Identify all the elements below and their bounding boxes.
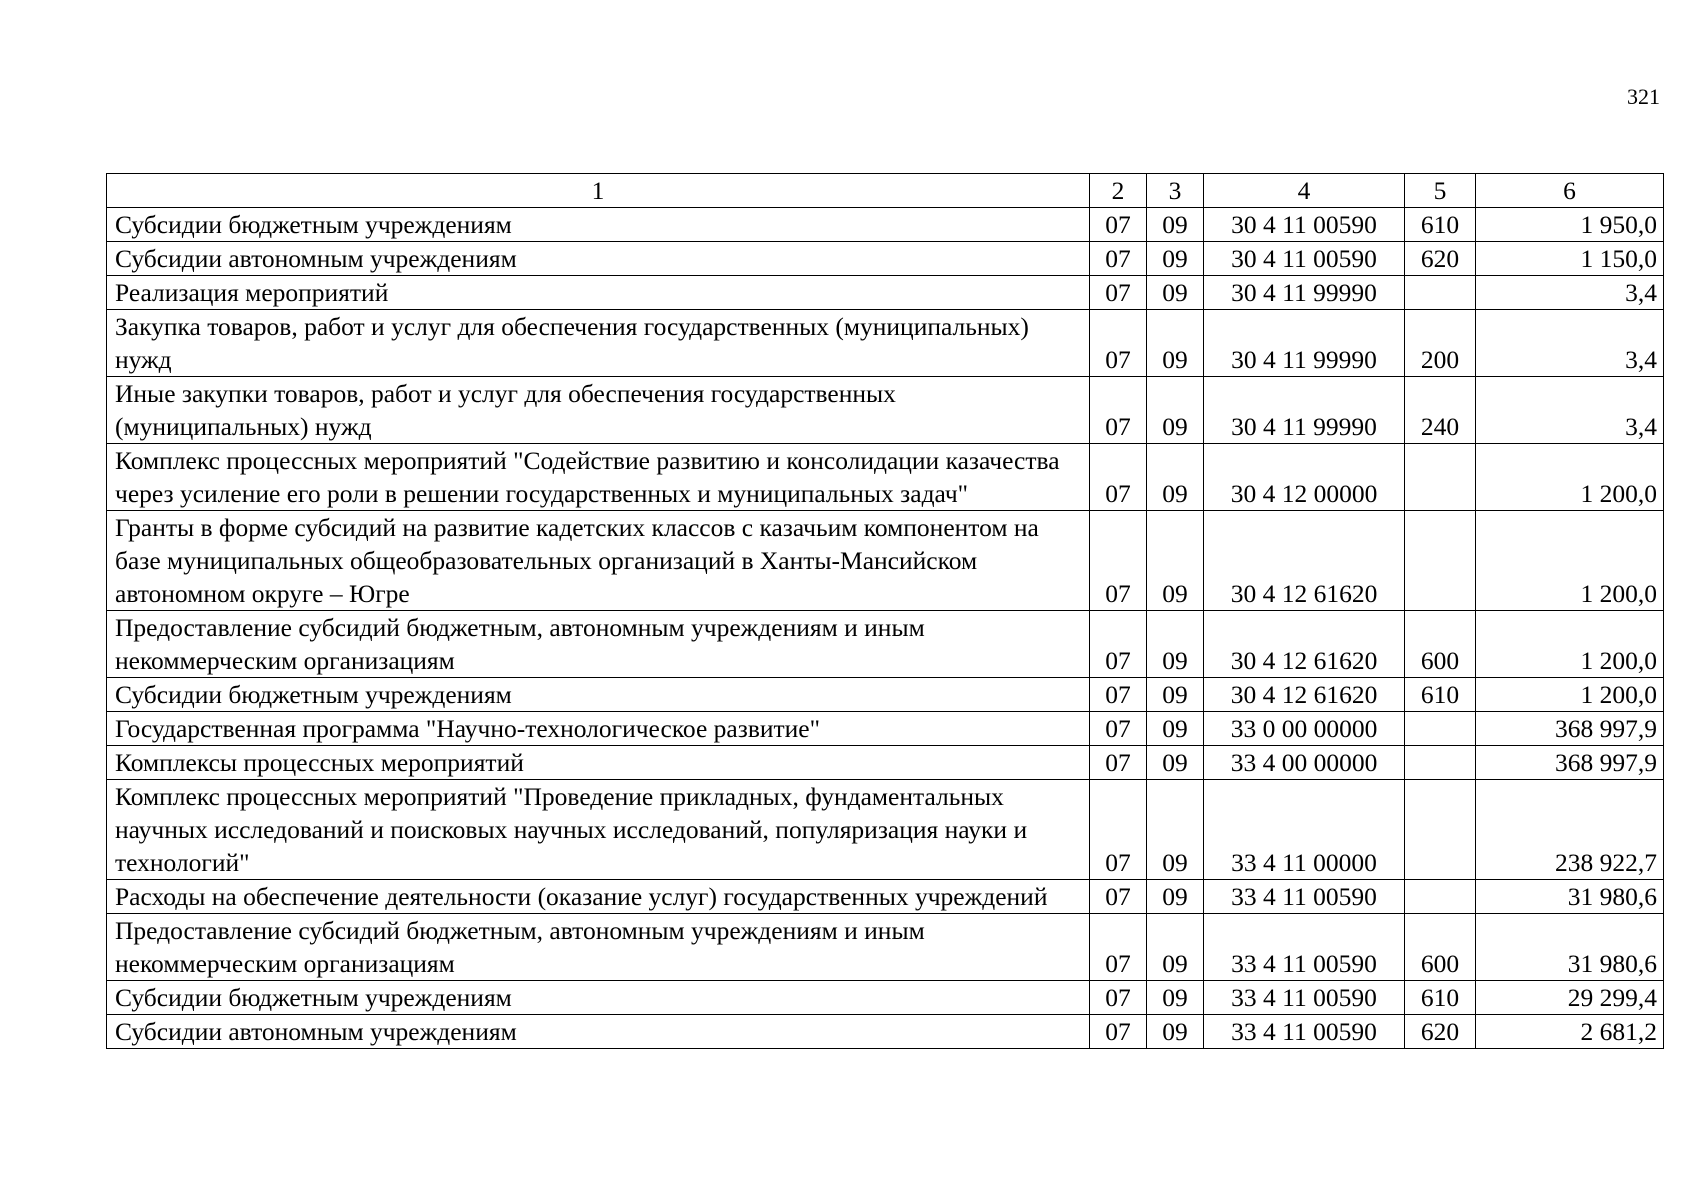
table-row <box>107 242 1664 276</box>
amount-cell: 1 200,0 <box>1476 511 1664 611</box>
amount-cell: 31 980,6 <box>1476 880 1664 914</box>
target-article-cell: 33 0 00 00000 <box>1204 712 1405 746</box>
expense-type-cell: 610 <box>1405 678 1476 712</box>
table-row <box>107 208 1664 242</box>
target-article-cell: 33 4 11 00590 <box>1204 1015 1405 1049</box>
target-article-cell: 30 4 12 61620 <box>1204 678 1405 712</box>
subsection-code-cell: 09 <box>1147 276 1204 310</box>
expense-type-cell: 610 <box>1405 981 1476 1015</box>
amount-cell: 3,4 <box>1476 310 1664 377</box>
amount-cell: 368 997,9 <box>1476 712 1664 746</box>
subsection-code-cell: 09 <box>1147 242 1204 276</box>
section-code-cell: 07 <box>1090 746 1147 780</box>
item-name-cell: Реализация мероприятий <box>107 276 1090 310</box>
amount-cell: 1 150,0 <box>1476 242 1664 276</box>
expense-type-cell: 240 <box>1405 377 1476 444</box>
item-name-cell: Субсидии автономным учреждениям <box>107 242 1090 276</box>
target-article-cell: 30 4 12 00000 <box>1204 444 1405 511</box>
expense-type-cell: 610 <box>1405 208 1476 242</box>
item-name-cell: Гранты в форме субсидий на развитие кадетских классов с казачьим компонентом на базе муниципальных общеобразовательных организаций в Ханты-Мансийском автономном округе – Югре <box>107 511 1090 611</box>
subsection-code-cell: 09 <box>1147 611 1204 678</box>
section-code-cell: 07 <box>1090 444 1147 511</box>
header-cell: 4 <box>1204 174 1405 208</box>
target-article-cell: 33 4 11 00590 <box>1204 914 1405 981</box>
item-name-cell: Комплексы процессных мероприятий <box>107 746 1090 780</box>
subsection-code-cell: 09 <box>1147 712 1204 746</box>
section-code-cell: 07 <box>1090 511 1147 611</box>
amount-cell: 3,4 <box>1476 377 1664 444</box>
table-row <box>107 712 1664 746</box>
target-article-cell: 30 4 11 00590 <box>1204 208 1405 242</box>
expense-type-cell: 600 <box>1405 611 1476 678</box>
table-row <box>107 981 1664 1015</box>
header-cell: 1 <box>107 174 1090 208</box>
target-article-cell: 30 4 11 00590 <box>1204 242 1405 276</box>
item-name-cell: Государственная программа "Научно-технологическое развитие" <box>107 712 1090 746</box>
amount-cell: 1 200,0 <box>1476 444 1664 511</box>
section-code-cell: 07 <box>1090 981 1147 1015</box>
target-article-cell: 30 4 11 99990 <box>1204 276 1405 310</box>
section-code-cell: 07 <box>1090 780 1147 880</box>
expense-type-cell <box>1405 712 1476 746</box>
header-cell: 2 <box>1090 174 1147 208</box>
table-row <box>107 310 1664 377</box>
target-article-cell: 30 4 12 61620 <box>1204 611 1405 678</box>
target-article-cell: 33 4 11 00590 <box>1204 981 1405 1015</box>
item-name-cell: Субсидии бюджетным учреждениям <box>107 981 1090 1015</box>
header-cell: 5 <box>1405 174 1476 208</box>
expense-type-cell <box>1405 880 1476 914</box>
amount-cell: 1 200,0 <box>1476 611 1664 678</box>
target-article-cell: 33 4 00 00000 <box>1204 746 1405 780</box>
target-article-cell: 33 4 11 00590 <box>1204 880 1405 914</box>
section-code-cell: 07 <box>1090 678 1147 712</box>
table-body <box>107 208 1664 1049</box>
header-cell: 6 <box>1476 174 1664 208</box>
table-row <box>107 1015 1664 1049</box>
expense-type-cell: 620 <box>1405 1015 1476 1049</box>
amount-cell: 3,4 <box>1476 276 1664 310</box>
header-row <box>107 174 1664 208</box>
section-code-cell: 07 <box>1090 242 1147 276</box>
amount-cell: 31 980,6 <box>1476 914 1664 981</box>
item-name-cell: Закупка товаров, работ и услуг для обеспечения государственных (муниципальных) нужд <box>107 310 1090 377</box>
expense-type-cell <box>1405 511 1476 611</box>
expense-type-cell <box>1405 444 1476 511</box>
subsection-code-cell: 09 <box>1147 780 1204 880</box>
item-name-cell: Предоставление субсидий бюджетным, автономным учреждениям и иным некоммерческим организациям <box>107 914 1090 981</box>
target-article-cell: 30 4 11 99990 <box>1204 310 1405 377</box>
section-code-cell: 07 <box>1090 611 1147 678</box>
table-header <box>107 174 1664 208</box>
section-code-cell: 07 <box>1090 914 1147 981</box>
subsection-code-cell: 09 <box>1147 208 1204 242</box>
table-row <box>107 511 1664 611</box>
subsection-code-cell: 09 <box>1147 1015 1204 1049</box>
expense-type-cell: 200 <box>1405 310 1476 377</box>
subsection-code-cell: 09 <box>1147 377 1204 444</box>
subsection-code-cell: 09 <box>1147 511 1204 611</box>
subsection-code-cell: 09 <box>1147 981 1204 1015</box>
expense-type-cell <box>1405 780 1476 880</box>
section-code-cell: 07 <box>1090 377 1147 444</box>
item-name-cell: Предоставление субсидий бюджетным, автономным учреждениям и иным некоммерческим организациям <box>107 611 1090 678</box>
section-code-cell: 07 <box>1090 880 1147 914</box>
subsection-code-cell: 09 <box>1147 310 1204 377</box>
table-row <box>107 444 1664 511</box>
subsection-code-cell: 09 <box>1147 678 1204 712</box>
item-name-cell: Субсидии бюджетным учреждениям <box>107 208 1090 242</box>
section-code-cell: 07 <box>1090 276 1147 310</box>
target-article-cell: 33 4 11 00000 <box>1204 780 1405 880</box>
amount-cell: 238 922,7 <box>1476 780 1664 880</box>
item-name-cell: Комплекс процессных мероприятий "Содействие развитию и консолидации казачества через усиление его роли в решении государственных и муниципальных задач" <box>107 444 1090 511</box>
subsection-code-cell: 09 <box>1147 746 1204 780</box>
subsection-code-cell: 09 <box>1147 444 1204 511</box>
table-row <box>107 914 1664 981</box>
header-cell: 3 <box>1147 174 1204 208</box>
amount-cell: 29 299,4 <box>1476 981 1664 1015</box>
amount-cell: 1 950,0 <box>1476 208 1664 242</box>
page-number: 321 <box>1627 84 1660 109</box>
section-code-cell: 07 <box>1090 310 1147 377</box>
table-row <box>107 780 1664 880</box>
item-name-cell: Субсидии автономным учреждениям <box>107 1015 1090 1049</box>
table-row <box>107 678 1664 712</box>
budget-table <box>106 173 1664 1049</box>
expense-type-cell: 620 <box>1405 242 1476 276</box>
item-name-cell: Иные закупки товаров, работ и услуг для обеспечения государственных (муниципальных) нужд <box>107 377 1090 444</box>
amount-cell: 368 997,9 <box>1476 746 1664 780</box>
item-name-cell: Расходы на обеспечение деятельности (оказание услуг) государственных учреждений <box>107 880 1090 914</box>
table-row <box>107 746 1664 780</box>
amount-cell: 2 681,2 <box>1476 1015 1664 1049</box>
section-code-cell: 07 <box>1090 712 1147 746</box>
target-article-cell: 30 4 11 99990 <box>1204 377 1405 444</box>
expense-type-cell <box>1405 746 1476 780</box>
section-code-cell: 07 <box>1090 208 1147 242</box>
item-name-cell: Комплекс процессных мероприятий "Проведение прикладных, фундаментальных научных исследований и поисковых научных исследований, популяризация науки и технологий" <box>107 780 1090 880</box>
expense-type-cell: 600 <box>1405 914 1476 981</box>
subsection-code-cell: 09 <box>1147 880 1204 914</box>
table-row <box>107 276 1664 310</box>
amount-cell: 1 200,0 <box>1476 678 1664 712</box>
table-row <box>107 611 1664 678</box>
section-code-cell: 07 <box>1090 1015 1147 1049</box>
table-row <box>107 880 1664 914</box>
subsection-code-cell: 09 <box>1147 914 1204 981</box>
table-row <box>107 377 1664 444</box>
expense-type-cell <box>1405 276 1476 310</box>
target-article-cell: 30 4 12 61620 <box>1204 511 1405 611</box>
item-name-cell: Субсидии бюджетным учреждениям <box>107 678 1090 712</box>
